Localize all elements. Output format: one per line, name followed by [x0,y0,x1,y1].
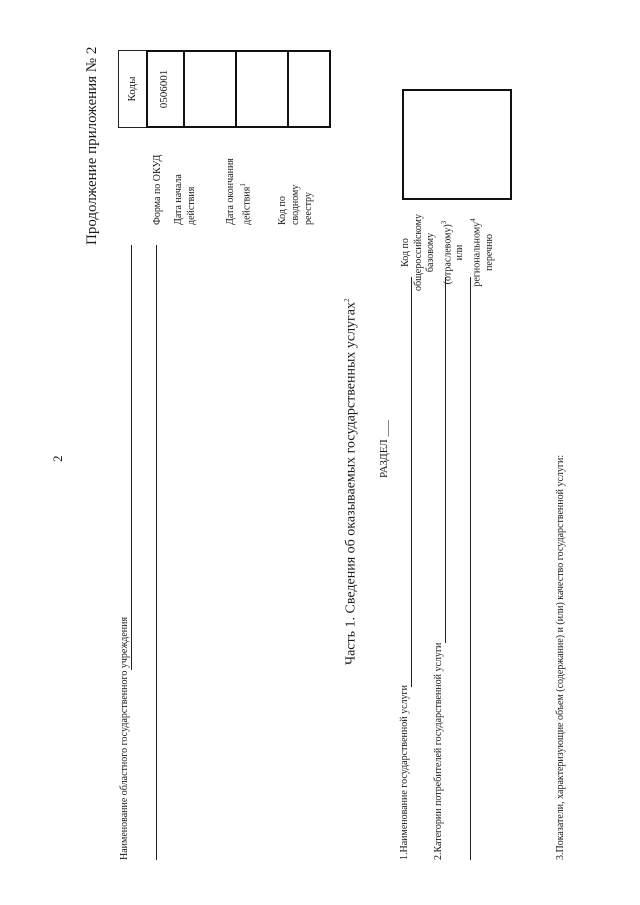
part-title-text: Часть 1. Сведения об оказываемых государственных услугах [343,301,359,665]
form-okud-label: Форма по ОКУД [152,154,163,225]
end-date-label-line1: Дата окончания [225,158,236,225]
codes-header: Коды [118,50,147,128]
institution-name-line-2 [156,245,157,860]
end-date-label-line2: действия [241,186,253,225]
start-date-cell [183,52,235,126]
basic-list-code-label [400,200,496,305]
page-number: 2 [50,455,65,462]
start-date-label: Дата начала действия [173,174,197,225]
basic-list-code-line7: перечню [483,234,495,271]
registry-code-label-line2: сводному [290,184,301,225]
consumer-category-label: 2.Категории потребителей государственной услуги [433,642,444,860]
basic-list-code-line2: общероссийскому [412,214,424,291]
end-date-footnote-mark: 1 [239,183,247,187]
basic-list-code-line1: Код по [400,238,411,267]
basic-list-footnote-3: 3 [439,220,448,225]
codes-table [146,50,331,128]
registry-code-cell [287,52,329,126]
part-title [343,298,360,665]
consumer-category-line-2 [470,277,471,860]
basic-list-code-line6: региональному [471,221,483,287]
okud-code-cell: 0506001 [158,69,170,109]
consumer-category-line [445,277,446,643]
basic-list-code-box [402,89,512,200]
service-name-line [411,277,412,687]
basic-list-code-line3: базовому [425,232,436,273]
part-title-footnote-mark: 2 [343,298,351,302]
document-header-title: Продолжение приложения № 2 [84,46,100,245]
section-label: РАЗДЕЛ ___ [378,419,390,478]
basic-list-footnote-4: 4 [468,218,477,222]
registry-code-label-line1: Код по [277,196,288,225]
institution-name-label: Наименование областного государственного учреждения [119,616,130,860]
basic-list-code-line5: или [454,244,466,261]
end-date-cell [235,52,287,126]
registry-code-label-line3: реестру [303,192,314,225]
basic-list-code-line4: (отраслевому) [441,224,453,285]
service-name-label: 1.Наименование государственной услуги [399,685,410,860]
registry-code-label [276,135,315,225]
indicators-label: 3.Показатели, характеризующие объем (содержание) и (или) качество государственной услуги: [555,454,566,860]
institution-name-line [131,245,132,670]
end-date-label [224,135,253,225]
